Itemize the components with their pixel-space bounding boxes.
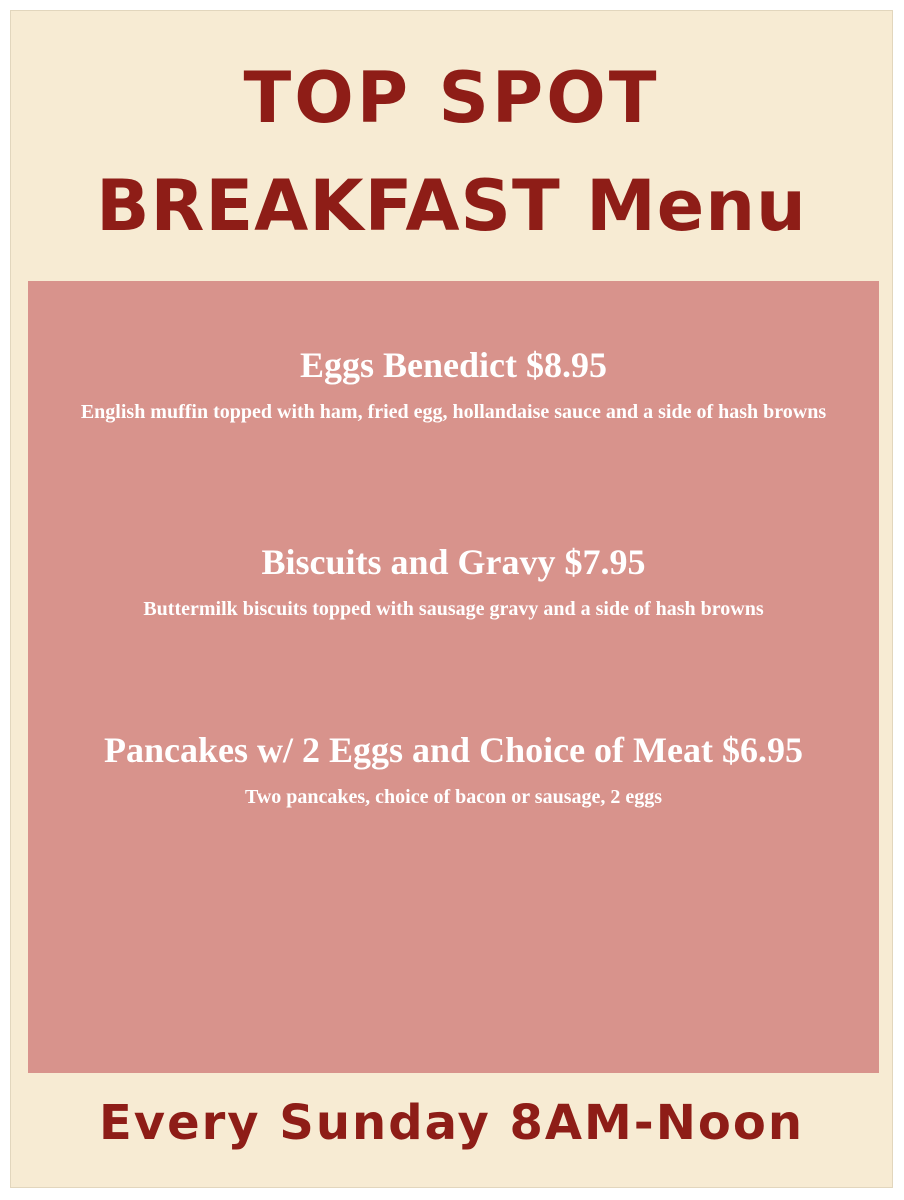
- menu-panel: [28, 281, 879, 1073]
- menu-page: [10, 10, 893, 1188]
- title-line-2: BREAKFAST Menu: [96, 165, 807, 247]
- menu-item-name: Eggs Benedict $8.95: [299, 345, 607, 385]
- title-line-1: TOP SPOT: [243, 57, 660, 139]
- menu-item: [28, 531, 879, 625]
- footer-hours: Every Sunday 8AM-Noon: [98, 1095, 805, 1151]
- menu-item-name: Biscuits and Gravy $7.95: [261, 542, 646, 582]
- menu-item-description: English muffin topped with ham, fried egg, hollandaise sauce and a side of hash browns: [80, 401, 827, 423]
- menu-item: [28, 719, 879, 813]
- menu-item: [28, 334, 879, 428]
- menu-item-description: Buttermilk biscuits topped with sausage gravy and a side of hash browns: [143, 598, 764, 620]
- menu-item-description: Two pancakes, choice of bacon or sausage, 2 eggs: [244, 786, 663, 808]
- menu-item-name: Pancakes w/ 2 Eggs and Choice of Meat $6.95: [104, 730, 803, 770]
